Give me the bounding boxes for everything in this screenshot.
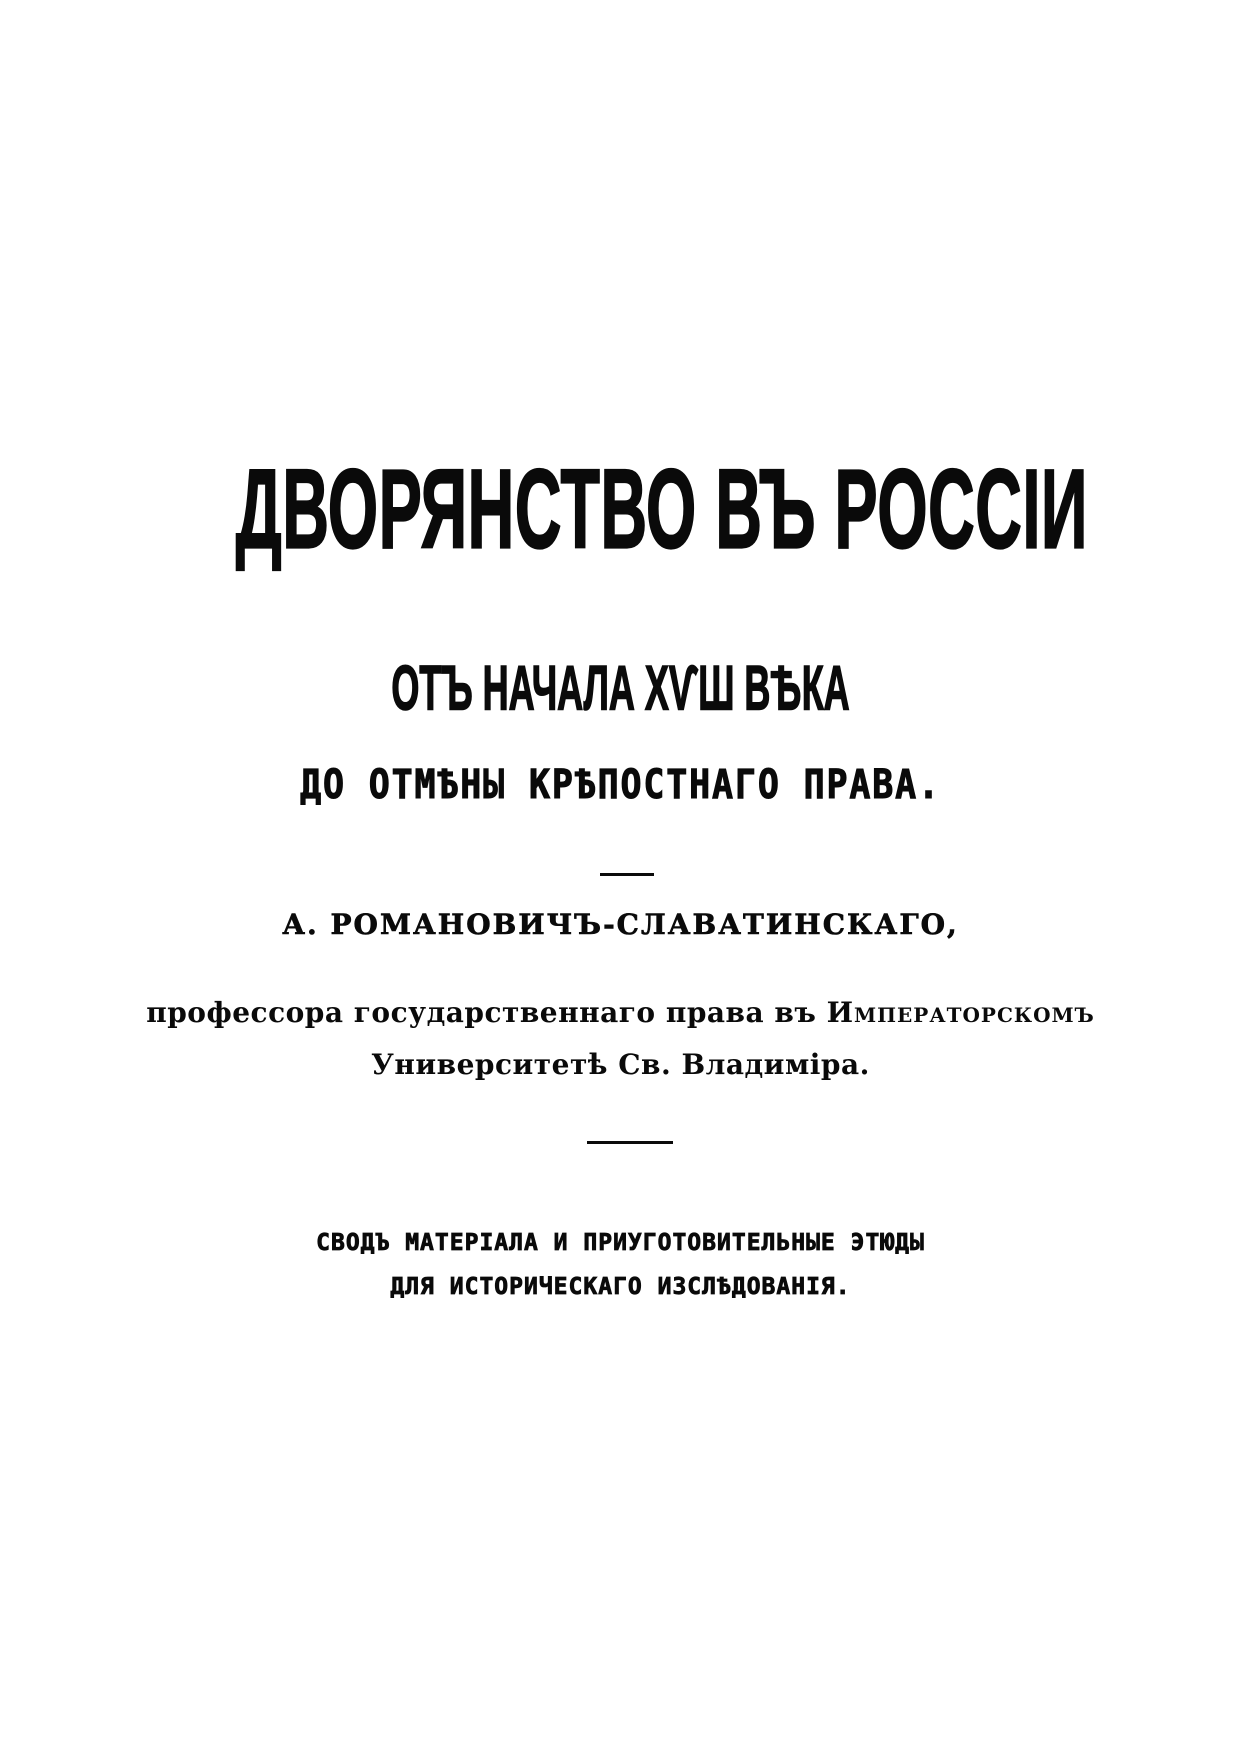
- author-affiliation-line-2: Университетѣ Св. Владиміра.: [371, 1048, 870, 1081]
- work-description-line-2: ДЛЯ ИСТОРИЧЕСКАГО ИЗСЛѢДОВАНІЯ.: [390, 1274, 851, 1300]
- work-description-line-1: СВОДЪ МАТЕРІАЛА И ПРИУГОТОВИТЕЛЬНЫЕ ЭТЮДЫ: [316, 1230, 925, 1256]
- subtitle-period-end: ДО ОТМѢНЫ КРѢПОСТНАГО ПРАВА.: [300, 761, 941, 808]
- divider-rule: [600, 873, 654, 876]
- divider-rule: [587, 1141, 673, 1144]
- subtitle-period-start: ОТЪ НАЧАЛА ХѴШ ВѢКА: [391, 653, 850, 724]
- affiliation-caps-text: Императорскомъ: [826, 996, 1095, 1029]
- author-name: А. РОМАНОВИЧЪ-СЛАВАТИНСКАГО,: [282, 908, 959, 941]
- affiliation-text: профессора государственнаго права въ: [146, 996, 827, 1029]
- author-affiliation-line-1: [0, 995, 1241, 1031]
- book-title: ДВОРЯНСТВО ВЪ РОССІИ: [235, 447, 1088, 573]
